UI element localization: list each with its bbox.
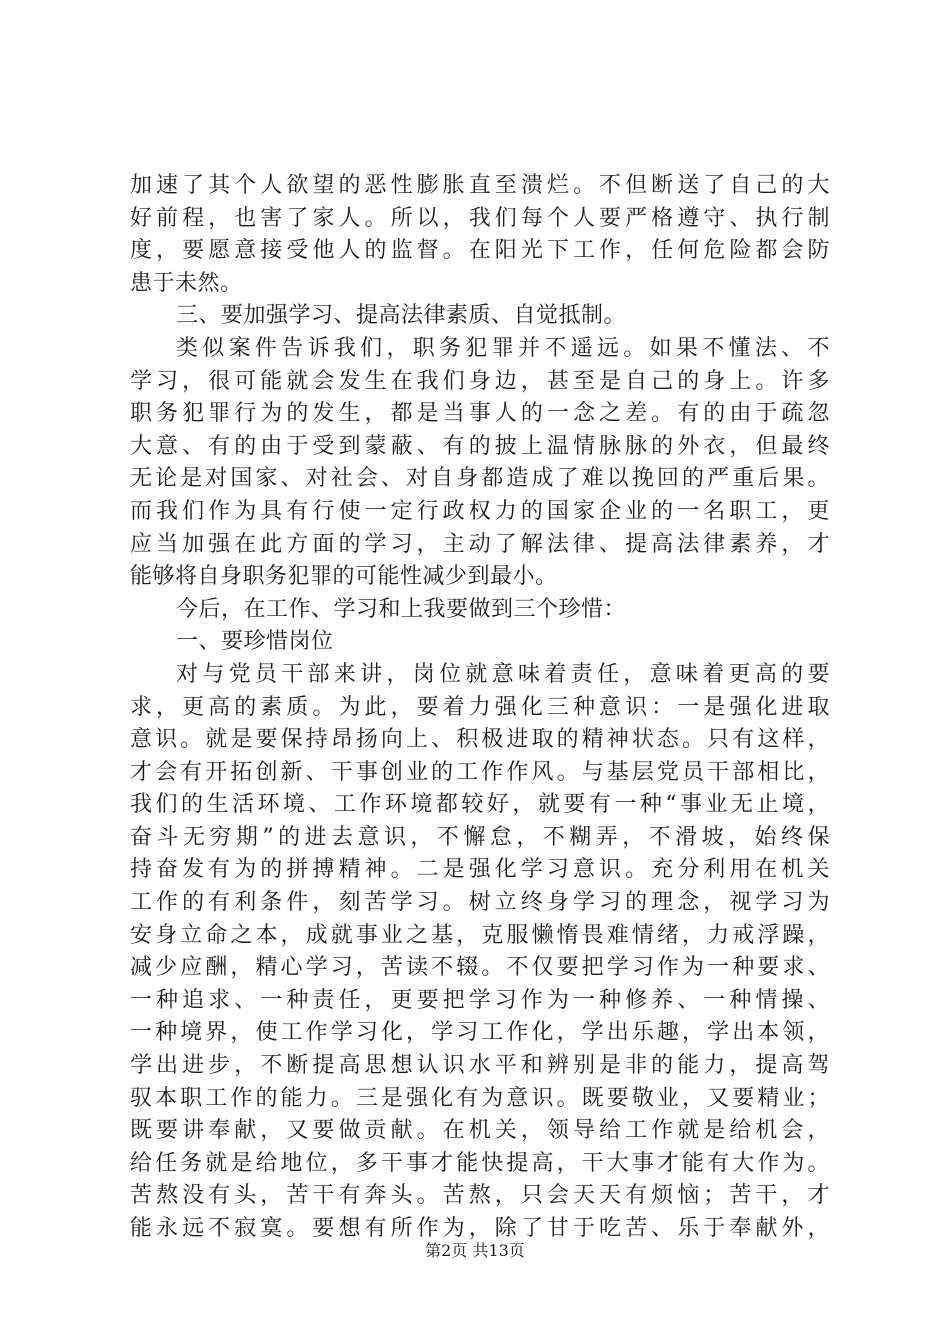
text-line: 驭本职工作的能力。三是强化有为意识。既要敬业，又要精业； xyxy=(130,1085,830,1111)
text-line: 奋斗无穷期”的进去意识，不懈怠，不糊弄，不滑坡，始终保 xyxy=(130,824,830,850)
text-line: 而我们作为具有行使一定行政权力的国家企业的一名职工，更 xyxy=(130,498,830,524)
text-line: 类似案件告诉我们，职务犯罪并不遥远。如果不懂法、不 xyxy=(176,335,830,361)
text-line: 意识。就是要保持昂扬向上、积极进取的精神状态。只有这样， xyxy=(130,727,830,753)
text-line: 既要讲奉献，又要做贡献。在机关，领导给工作就是给机会， xyxy=(130,1118,830,1144)
text-line: 学出进步，不断提高思想认识水平和辨别是非的能力，提高驾 xyxy=(130,1053,830,1079)
text-line: 一种境界，使工作学习化，学习工作化，学出乐趣，学出本领， xyxy=(130,1020,830,1046)
page-number-footer: 第2页 共13页 xyxy=(425,1241,525,1260)
text-line: 我们的生活环境、工作环境都较好，就要有一种“事业无止境， xyxy=(130,792,830,818)
document-body xyxy=(130,170,830,1246)
text-line: 应当加强在此方面的学习，主动了解法律、提高法律素养，才 xyxy=(130,531,830,557)
text-line: 职务犯罪行为的发生，都是当事人的一念之差。有的由于疏忽 xyxy=(130,401,830,427)
text-line: 今后，在工作、学习和上我要做到三个珍惜： xyxy=(176,596,627,622)
text-line: 苦熬没有头，苦干有奔头。苦熬，只会天天有烦恼；苦干，才 xyxy=(130,1183,830,1209)
text-line: 学习，很可能就会发生在我们身边，甚至是自己的身上。许多 xyxy=(130,368,830,394)
text-line: 度，要愿意接受他人的监督。在阳光下工作，任何危险都会防 xyxy=(130,238,830,264)
text-line: 能永远不寂寞。要想有所作为，除了甘于吃苦、乐于奉献外， xyxy=(130,1216,830,1241)
text-line: 加速了其个人欲望的恶性膨胀直至溃烂。不但断送了自己的大 xyxy=(130,173,830,198)
text-line: 才会有开拓创新、干事创业的工作作风。与基层党员干部相比， xyxy=(130,759,830,785)
text-line: 患于未然。 xyxy=(130,270,243,296)
text-line: 一、要珍惜岗位 xyxy=(176,629,334,655)
text-line: 工作的有利条件，刻苦学习。树立终身学习的理念，视学习为 xyxy=(130,890,830,916)
text-line: 能够将自身职务犯罪的可能性减少到最小。 xyxy=(130,564,558,590)
text-line: 安身立命之本，成就事业之基，克服懒惰畏难情绪，力戒浮躁， xyxy=(130,922,830,948)
text-line: 三、要加强学习、提高法律素质、自觉抵制。 xyxy=(176,303,627,329)
text-line: 持奋发有为的拼搏精神。二是强化学习意识。充分利用在机关 xyxy=(130,857,830,883)
text-line: 无论是对国家、对社会、对自身都造成了难以挽回的严重后果。 xyxy=(130,466,830,492)
text-line: 好前程，也害了家人。所以，我们每个人要严格遵守、执行制 xyxy=(130,205,830,231)
text-line: 给任务就是给地位，多干事才能快提高，干大事才能有大作为。 xyxy=(130,1150,830,1176)
text-line: 一种追求、一种责任，更要把学习作为一种修养、一种情操、 xyxy=(130,987,830,1013)
text-line: 对与党员干部来讲，岗位就意味着责任，意味着更高的要 xyxy=(176,661,830,687)
text-line: 大意、有的由于受到蒙蔽、有的披上温情脉脉的外衣，但最终 xyxy=(130,433,830,459)
text-line: 减少应酬，精心学习，苦读不辍。不仅要把学习作为一种要求、 xyxy=(130,955,830,981)
text-line: 求，更高的素质。为此，要着力强化三种意识：一是强化进取 xyxy=(130,694,830,720)
